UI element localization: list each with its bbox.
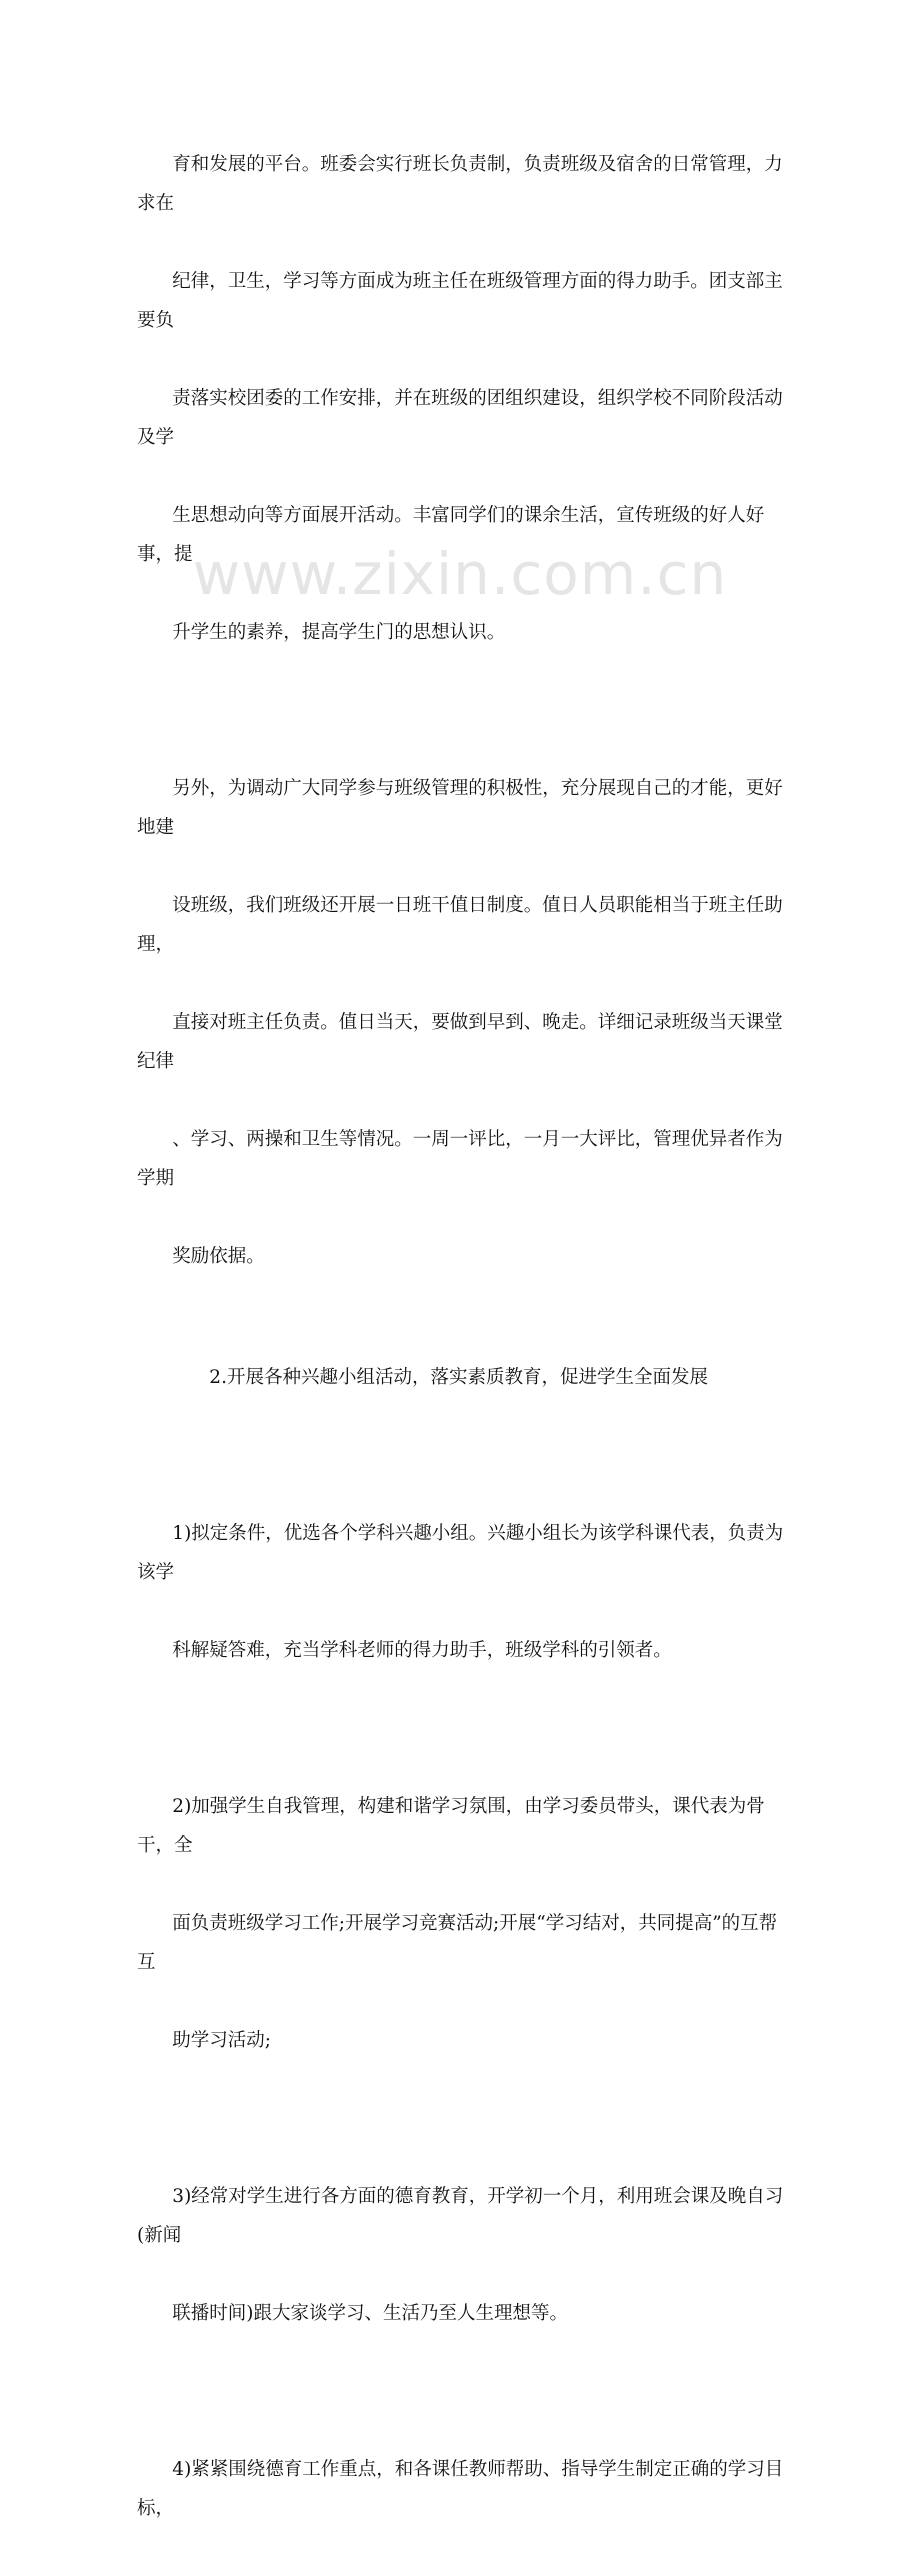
text-line: 育和发展的平台。班委会实行班长负责制，负责班级及宿舍的日常管理，力求在 [137, 154, 783, 214]
heading-text: 2.开展各种兴趣小组活动，落实素质教育，促进学生全面发展 [209, 1367, 708, 1388]
list-item-2 [137, 1748, 787, 2099]
paragraph-duty-system [137, 730, 787, 1315]
text-line: 助学习活动; [172, 2030, 272, 2051]
text-line: 生思想动向等方面展开活动。丰富同学们的课余生活，宣传班级的好人好事，提 [137, 505, 765, 565]
list-item-3 [137, 2138, 787, 2372]
text-line: 4)紧紧围绕德育工作重点，和各课任教师帮助、指导学生制定正确的学习目标， [137, 2459, 784, 2519]
list-item-1 [137, 1475, 787, 1709]
document-body [137, 106, 787, 2567]
text-line: 2)加强学生自我管理，构建和谐学习氛围，由学习委员带头，课代表为骨干，全 [137, 1796, 765, 1856]
text-line: 升学生的素养，提高学生门的思想认识。 [172, 622, 506, 643]
text-line: 责落实校团委的工作安排，并在班级的团组织建设，组织学校不同阶段活动及学 [137, 388, 783, 448]
text-line: 面负责班级学习工作;开展学习竞赛活动;开展“学习结对，共同提高”的互帮互 [137, 1913, 778, 1973]
text-line: 科解疑答难，充当学科老师的得力助手，班级学科的引领者。 [172, 1640, 672, 1661]
text-line: 联播时间)跟大家谈学习、生活乃至人生理想等。 [172, 2303, 569, 2324]
text-line: 、学习、两操和卫生等情况。一周一评比，一月一大评比，管理优异者作为学期 [137, 1129, 783, 1189]
text-line: 另外，为调动广大同学参与班级管理的积极性，充分展现自己的才能，更好地建 [137, 778, 783, 838]
watermark: www.zixin.com.cn [192, 540, 728, 608]
text-line: 3)经常对学生进行各方面的德育教育，开学初一个月，利用班会课及晚自习(新闻 [137, 2186, 784, 2246]
text-line: 设班级，我们班级还开展一日班干值日制度。值日人员职能相当于班主任助理， [137, 895, 783, 955]
text-line: 奖励依据。 [172, 1246, 265, 1267]
text-line: 纪律，卫生，学习等方面成为班主任在班级管理方面的得力助手。团支部主要负 [137, 271, 783, 331]
text-line: 1)拟定条件，优选各个学科兴趣小组。兴趣小组长为该学科课代表，负责为该学 [137, 1523, 784, 1583]
section-heading-interest-groups [137, 1319, 787, 1436]
list-item-4 [137, 2411, 787, 2567]
text-line: 直接对班主任负责。值日当天，要做到早到、晚走。详细记录班级当天课堂纪律 [137, 1012, 783, 1072]
paragraph-class-committee [137, 106, 787, 691]
